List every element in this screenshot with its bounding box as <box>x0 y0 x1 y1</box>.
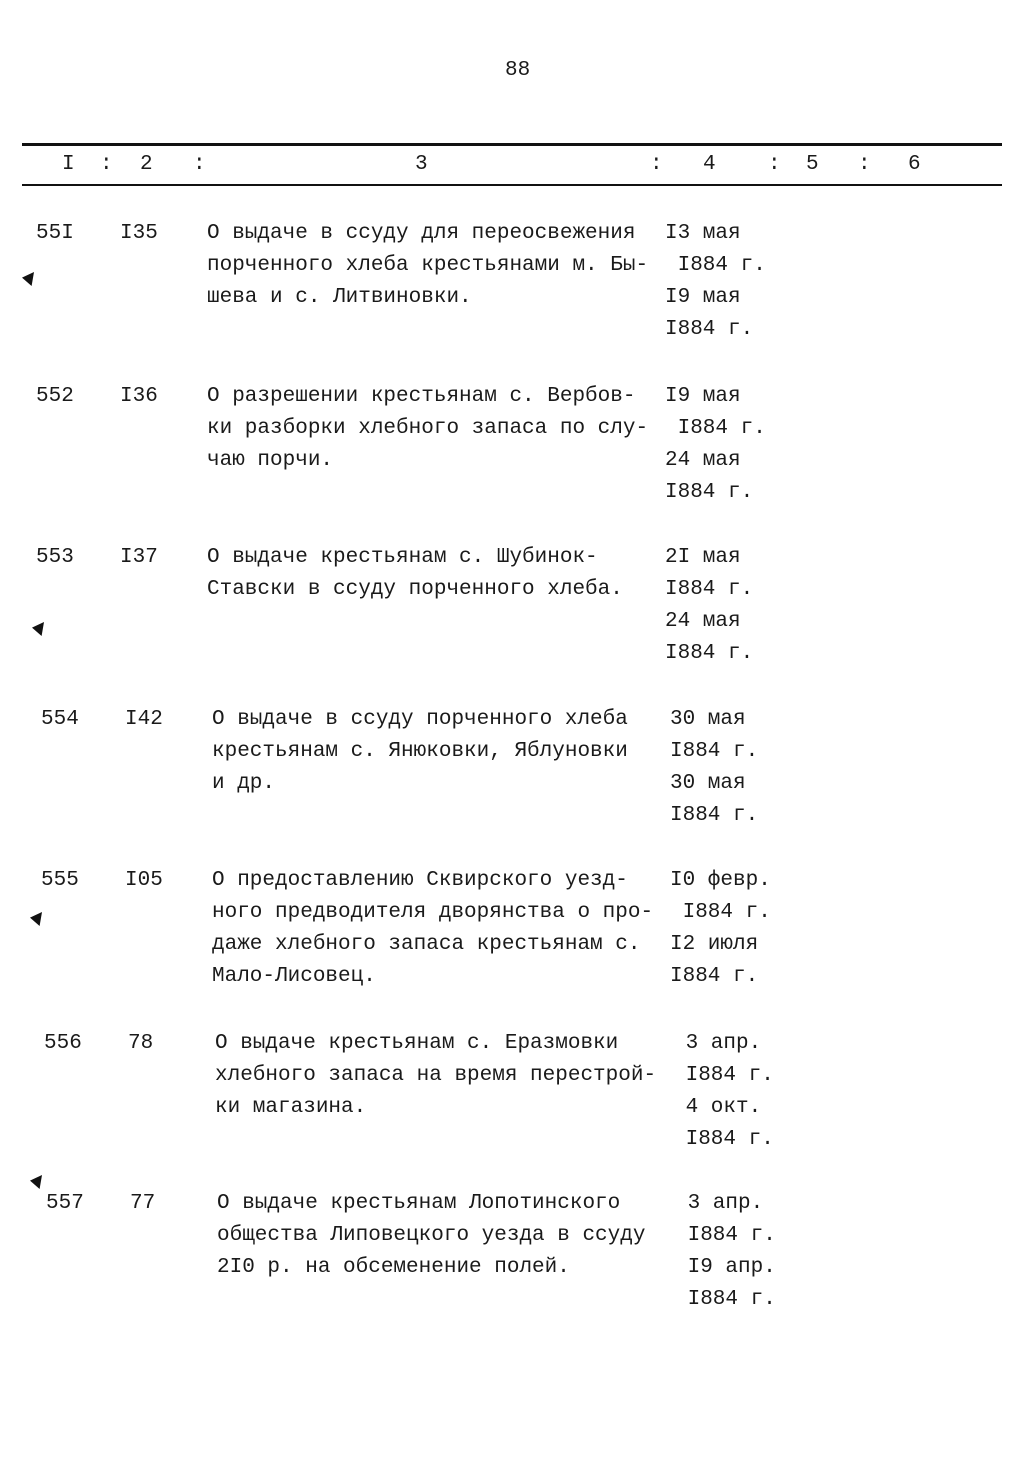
table-row <box>0 381 1024 521</box>
description-line: О предоставлению Сквирского уезд- <box>212 869 628 892</box>
date-line: I884 г. <box>665 578 754 601</box>
date-line: I884 г. <box>675 1288 776 1311</box>
date-line: I884 г. <box>665 417 766 440</box>
date-line: I2 июля <box>670 933 759 956</box>
date-line: I3 мая <box>665 222 741 245</box>
column-separator: : <box>100 153 113 176</box>
description-line: ки магазина. <box>215 1096 367 1119</box>
entry-dates <box>665 218 766 346</box>
entry-description <box>207 381 648 477</box>
table-row <box>0 218 1024 358</box>
entry-description <box>207 218 648 314</box>
date-line: 30 мая <box>670 772 746 795</box>
date-line: I884 г. <box>670 901 771 924</box>
date-line: I9 мая <box>665 385 741 408</box>
entry-dates <box>665 542 753 670</box>
file-reference: 78 <box>128 1032 154 1055</box>
column-separator: : <box>193 153 206 176</box>
file-reference: I37 <box>120 546 158 569</box>
entry-number: 552 <box>36 385 74 408</box>
date-line: I884 г. <box>665 254 766 277</box>
entry-description <box>215 1028 656 1124</box>
entry-number: 556 <box>44 1032 82 1055</box>
description-line: шева и с. Литвиновки. <box>207 286 472 309</box>
punch-mark <box>30 1175 42 1189</box>
description-line: Мало-Лисовец. <box>212 965 376 988</box>
column-header-5: 5 <box>806 153 819 176</box>
description-line: Ставски в ссуду порченного хлеба. <box>207 578 623 601</box>
description-line: и др. <box>212 772 276 795</box>
description-line: 2I0 р. на обсеменение полей. <box>217 1256 570 1279</box>
date-line: 3 апр. <box>673 1032 762 1055</box>
table-header-top-rule <box>22 143 1002 146</box>
column-separator: : <box>650 153 663 176</box>
entry-number: 554 <box>41 708 79 731</box>
description-line: О выдаче в ссуду порченного хлеба <box>212 708 628 731</box>
date-line: I884 г. <box>670 804 759 827</box>
table-row <box>0 704 1024 844</box>
date-line: I884 г. <box>665 642 754 665</box>
table-row <box>0 1188 1024 1328</box>
column-header-2: 2 <box>140 153 153 176</box>
date-line: I884 г. <box>673 1128 774 1151</box>
entry-dates <box>670 704 758 832</box>
date-line: 24 мая <box>665 610 741 633</box>
entry-number: 553 <box>36 546 74 569</box>
table-row <box>0 1028 1024 1168</box>
date-line: 4 окт. <box>673 1096 762 1119</box>
description-line: даже хлебного запаса крестьянам с. <box>212 933 641 956</box>
date-line: 3 апр. <box>675 1192 764 1215</box>
column-header-1: I <box>62 153 75 176</box>
date-line: I9 мая <box>665 286 741 309</box>
description-line: хлебного запаса на время перестрой- <box>215 1064 657 1087</box>
entry-dates <box>665 381 766 509</box>
description-line: О выдаче крестьянам с. Еразмовки <box>215 1032 619 1055</box>
description-line: ного предводителя дворянства о про- <box>212 901 654 924</box>
description-line: крестьянам с. Янюковки, Яблуновки <box>212 740 628 763</box>
description-line: О выдаче крестьянам с. Шубинок- <box>207 546 598 569</box>
date-line: I9 апр. <box>675 1256 776 1279</box>
entry-description <box>207 542 623 606</box>
file-reference: I42 <box>125 708 163 731</box>
date-line: I884 г. <box>665 318 754 341</box>
date-line: I884 г. <box>665 481 754 504</box>
file-reference: 77 <box>130 1192 156 1215</box>
entry-number: 557 <box>46 1192 84 1215</box>
page-number: 88 <box>505 59 531 82</box>
description-line: О выдаче в ссуду для переосвежения <box>207 222 636 245</box>
date-line: 2I мая <box>665 546 741 569</box>
entry-description <box>212 865 653 993</box>
entry-dates <box>670 865 771 993</box>
date-line: 24 мая <box>665 449 741 472</box>
description-line: О разрешении крестьянам с. Вербов- <box>207 385 636 408</box>
description-line: ки разборки хлебного запаса по слу- <box>207 417 649 440</box>
date-line: I0 февр. <box>670 869 771 892</box>
description-line: О выдаче крестьянам Лопотинского <box>217 1192 621 1215</box>
entry-dates <box>675 1188 776 1316</box>
column-separator: : <box>768 153 781 176</box>
description-line: порченного хлеба крестьянами м. Бы- <box>207 254 649 277</box>
table-row <box>0 542 1024 682</box>
column-header-4: 4 <box>703 153 716 176</box>
entry-description <box>217 1188 645 1284</box>
date-line: I884 г. <box>673 1064 774 1087</box>
column-separator: : <box>858 153 871 176</box>
entry-description <box>212 704 628 800</box>
table-row <box>0 865 1024 1005</box>
file-reference: I35 <box>120 222 158 245</box>
date-line: 30 мая <box>670 708 746 731</box>
date-line: I884 г. <box>675 1224 776 1247</box>
entry-number: 55I <box>36 222 74 245</box>
column-header-6: 6 <box>908 153 921 176</box>
table-header-bottom-rule <box>22 184 1002 186</box>
date-line: I884 г. <box>670 965 759 988</box>
description-line: чаю порчи. <box>207 449 334 472</box>
file-reference: I36 <box>120 385 158 408</box>
entry-dates <box>673 1028 774 1156</box>
description-line: общества Липовецкого уезда в ссуду <box>217 1224 646 1247</box>
entry-number: 555 <box>41 869 79 892</box>
column-header-3: 3 <box>415 153 428 176</box>
file-reference: I05 <box>125 869 163 892</box>
date-line: I884 г. <box>670 740 759 763</box>
